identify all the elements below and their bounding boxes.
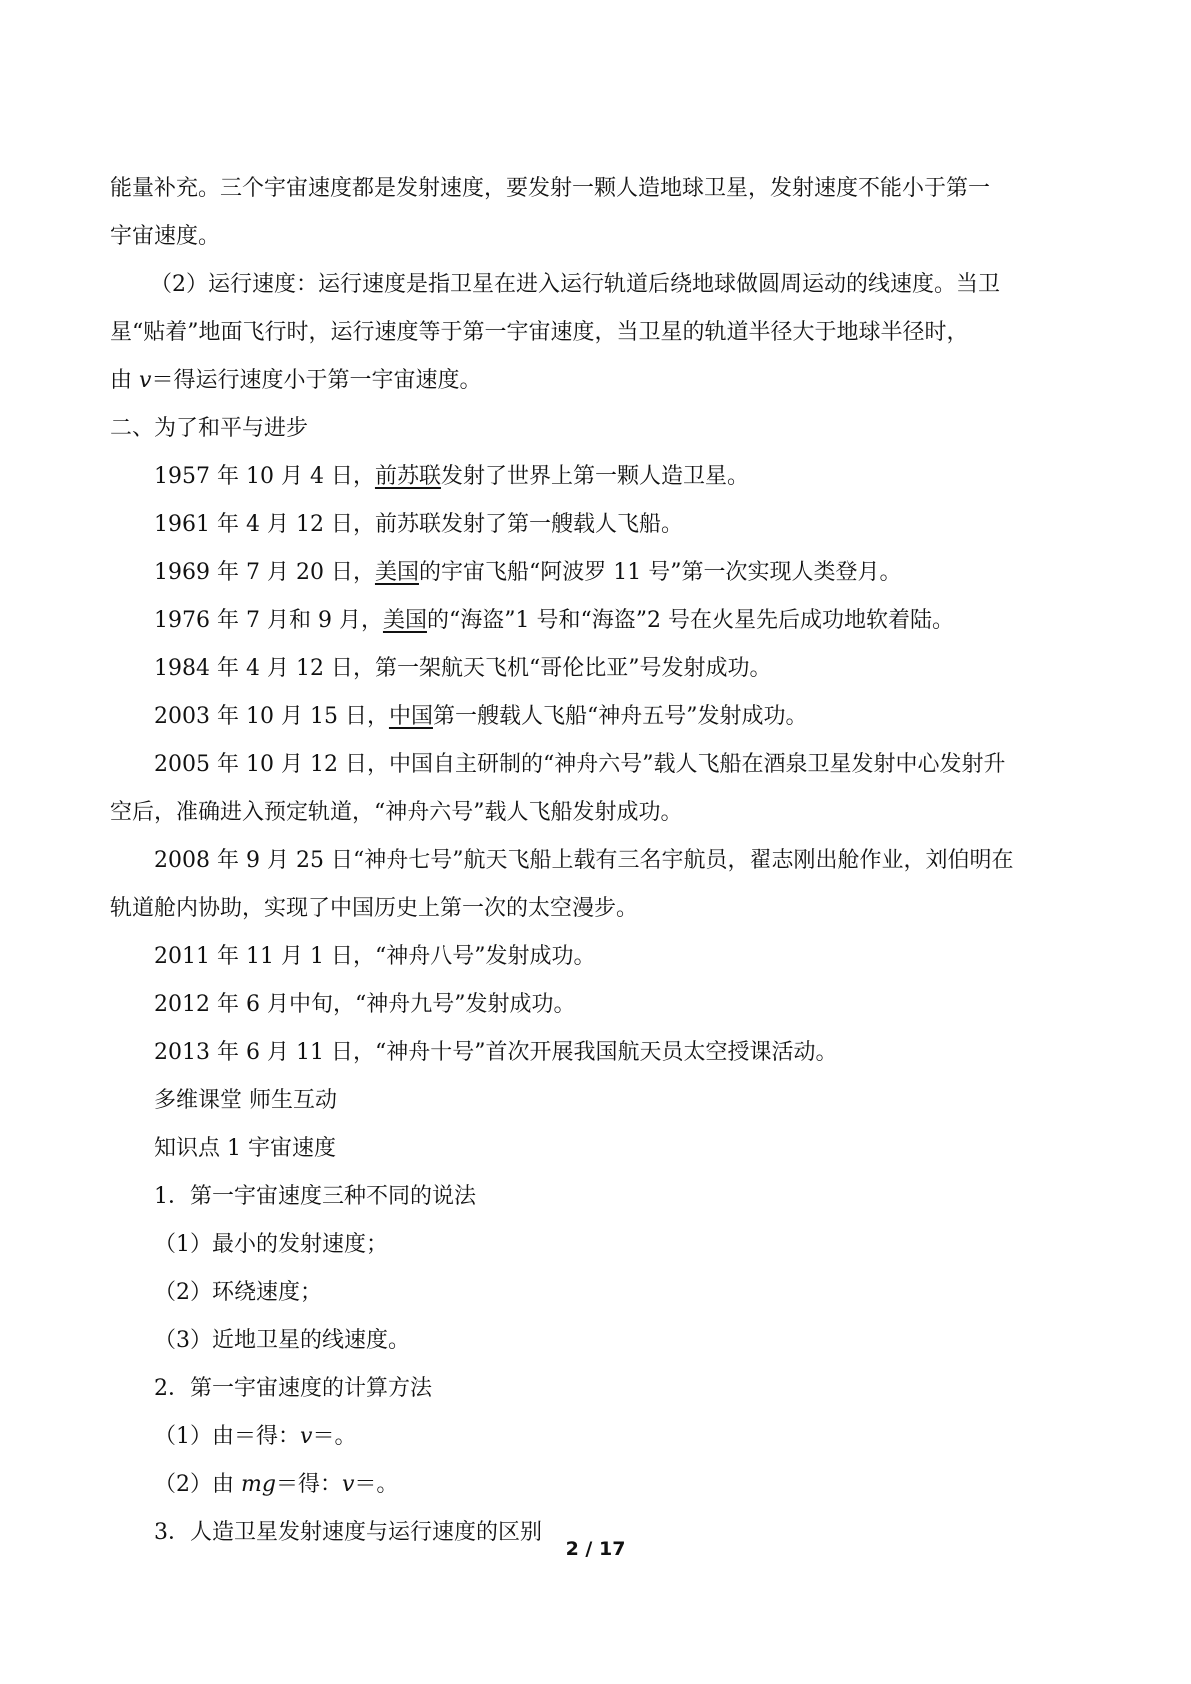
timeline-entry-cont: 空后，准确进入预定轨道，“神舟六号”载人飞船发射成功。 xyxy=(110,800,683,825)
text-run: 的“海盗”1 号和“海盗”2 号在火星先后成功地软着陆。 xyxy=(426,608,954,633)
timeline-entry: 2013 年 6 月 11 日，“神舟十号”首次开展我国航天员太空授课活动。 xyxy=(154,1040,838,1065)
sub-list-item: （2）环绕速度； xyxy=(154,1280,322,1305)
timeline-entry: 2008 年 9 月 25 日“神舟七号”航天飞船上载有三名宇航员，翟志刚出舱作业，刘伯明在 xyxy=(154,848,1014,873)
page-number: 2 / 17 xyxy=(565,1538,626,1560)
text-run: 1957 年 10 月 4 日， xyxy=(154,464,375,489)
velocity-symbol: v xyxy=(341,1472,355,1497)
sub-list-item: （1）最小的发射速度； xyxy=(154,1232,388,1257)
sub-list-item: （3）近地卫星的线速度。 xyxy=(154,1328,410,1353)
sub-list-item xyxy=(110,1413,1090,1461)
knowledge-point-title: 知识点 1 宇宙速度 xyxy=(154,1136,336,1161)
text-run: 2003 年 10 月 15 日， xyxy=(154,704,389,729)
text-run: 的宇宙飞船“阿波罗 11 号”第一次实现人类登月。 xyxy=(418,560,902,585)
section-title: 二、为了和平与进步 xyxy=(110,416,309,441)
text-run: 1969 年 7 月 20 日， xyxy=(154,560,375,585)
underlined-term: 中国 xyxy=(388,704,433,729)
timeline-entry: 2005 年 10 月 12 日，中国自主研制的“神舟六号”载人飞船在酒泉卫星发射中心发射升 xyxy=(154,752,1006,777)
list-item: 3．人造卫星发射速度与运行速度的区别 xyxy=(154,1520,542,1545)
timeline-entry xyxy=(110,549,1090,597)
paragraph-line: 宇宙速度。 xyxy=(110,224,221,249)
text-run: ＝得运行速度小于第一宇宙速度。 xyxy=(151,368,482,393)
paragraph-line xyxy=(110,357,1090,405)
underlined-term: 美国 xyxy=(382,608,427,633)
timeline-entry: 2011 年 11 月 1 日，“神舟八号”发射成功。 xyxy=(154,944,596,969)
timeline-entry: 1984 年 4 月 12 日，第一架航天飞机“哥伦比亚”号发射成功。 xyxy=(154,656,772,681)
underlined-term: 美国 xyxy=(374,560,419,585)
paragraph-line: 星“贴着”地面飞行时，运行速度等于第一宇宙速度，当卫星的轨道半径大于地球半径时， xyxy=(110,320,969,345)
text-run: 由 xyxy=(110,368,139,393)
mg-symbol: mg xyxy=(241,1472,276,1497)
timeline-entry xyxy=(110,693,1090,741)
underlined-term: 前苏联 xyxy=(374,464,441,489)
list-item: 1．第一宇宙速度三种不同的说法 xyxy=(154,1184,476,1209)
text-run: （2）由 xyxy=(154,1472,241,1497)
text-run: 发射了世界上第一颗人造卫星。 xyxy=(440,464,749,489)
timeline-entry-cont: 轨道舱内协助，实现了中国历史上第一次的太空漫步。 xyxy=(110,896,639,921)
document-body xyxy=(110,165,1090,1557)
velocity-symbol: v xyxy=(300,1424,313,1449)
timeline-entry: 2012 年 6 月中旬，“神舟九号”发射成功。 xyxy=(154,992,576,1017)
text-run: ＝。 xyxy=(354,1472,399,1497)
sub-list-item xyxy=(110,1461,1090,1509)
text-run: ＝。 xyxy=(312,1424,357,1449)
timeline-entry xyxy=(110,597,1090,645)
velocity-symbol: v xyxy=(139,368,152,393)
timeline-entry xyxy=(110,453,1090,501)
text-run: ＝得： xyxy=(275,1472,342,1497)
list-item: 2．第一宇宙速度的计算方法 xyxy=(154,1376,432,1401)
text-run: 第一艘载人飞船“神舟五号”发射成功。 xyxy=(432,704,808,729)
timeline-entry: 1961 年 4 月 12 日，前苏联发射了第一艘载人飞船。 xyxy=(154,512,683,537)
classroom-heading: 多维课堂 师生互动 xyxy=(154,1088,337,1113)
text-run: （1）由＝得： xyxy=(154,1424,300,1449)
text-run: 1976 年 7 月和 9 月， xyxy=(154,608,383,633)
paragraph-line: 能量补充。三个宇宙速度都是发射速度，要发射一颗人造地球卫星，发射速度不能小于第一 xyxy=(110,176,991,201)
paragraph-line: （2）运行速度：运行速度是指卫星在进入运行轨道后绕地球做圆周运动的线速度。当卫 xyxy=(150,272,1000,297)
